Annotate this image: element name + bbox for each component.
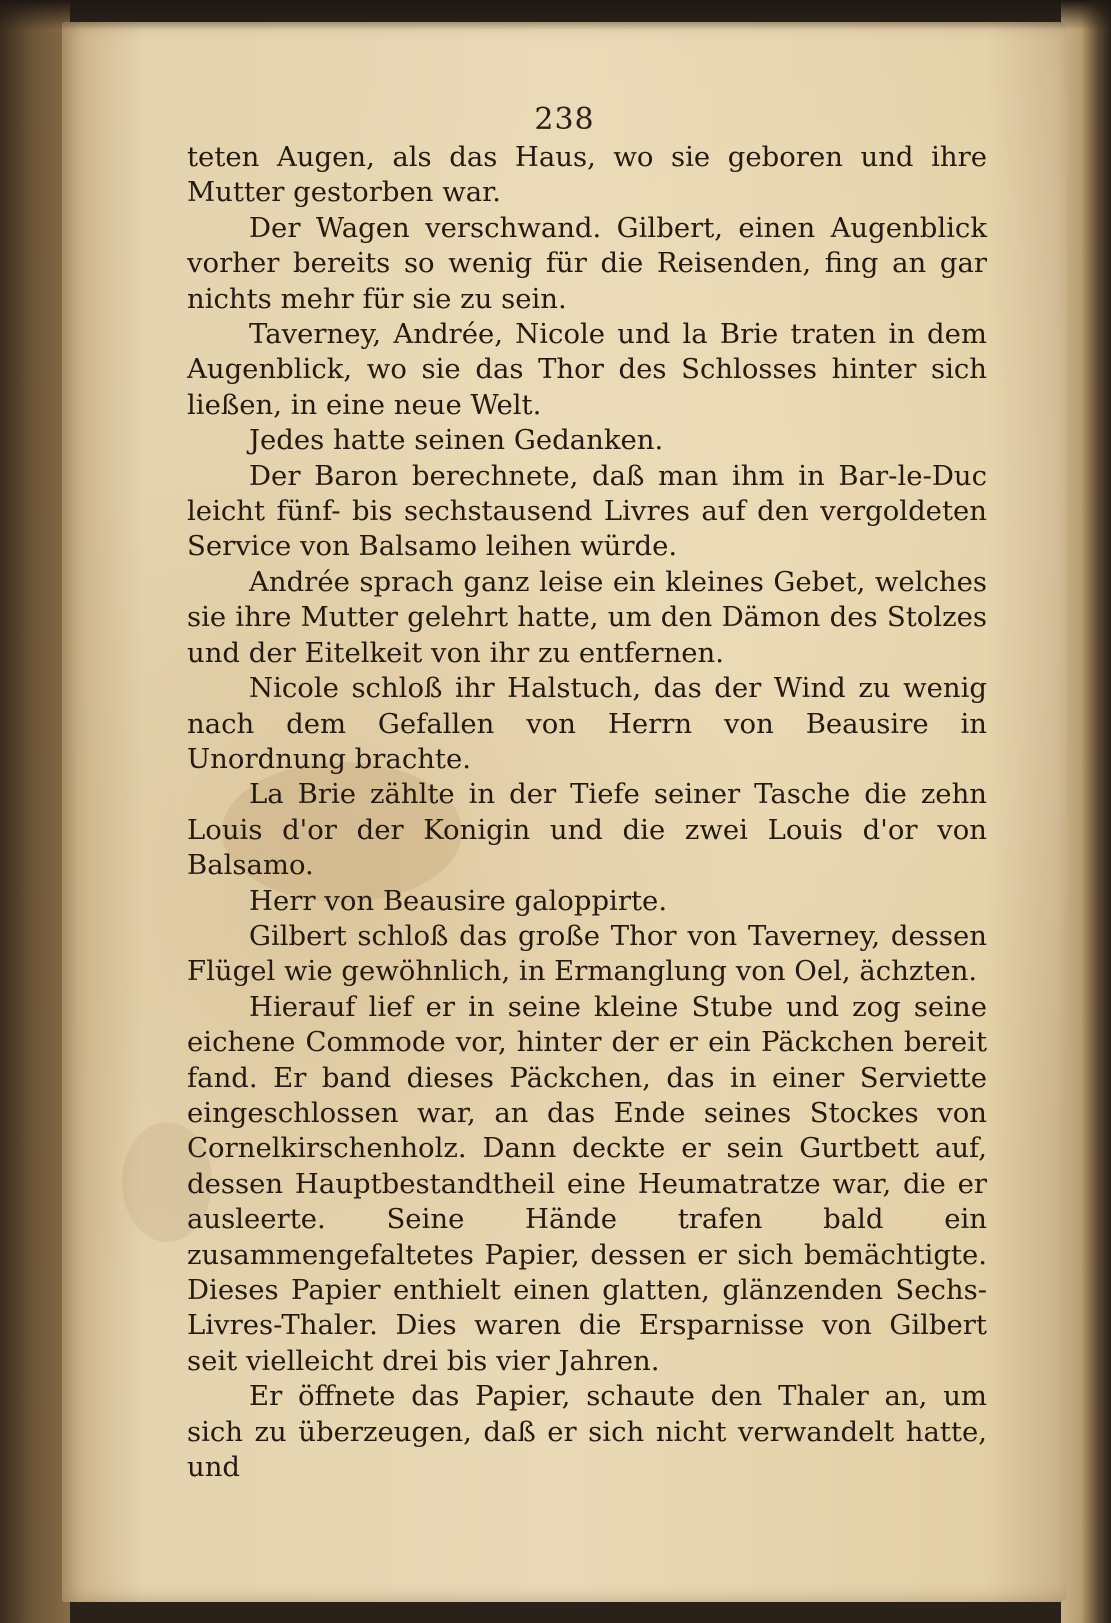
paragraph: Hierauf lief er in seine kleine Stube und zog seine eichene Commode vor, hinter der er ein Päckchen bereit fand. Er band dieses Päckchen, das in einer Serviette eingeschlossen war, an das Ende seines Stockes von Cornelkirschenholz. Dann deckte er sein Gurtbett auf, dessen Hauptbestandtheil eine Heumatratze war, die er ausleerte. Seine Hände trafen bald ein zusammengefaltetes Papier, dessen er sich bemächtigte. Dieses Papier enthielt einen glatten, glänzenden Sechs-Livres-Thaler. Dies waren die Ersparnisse von Gilbert seit vielleicht drei bis vier Jahren.: [187, 990, 987, 1377]
paragraph: Nicole schloß ihr Halstuch, das der Wind zu wenig nach dem Gefallen von Herrn von Beausire in Unordnung brachte.: [187, 672, 987, 775]
paragraph: Der Wagen verschwand. Gilbert, einen Augenblick vorher bereits so wenig für die Reisenden, fing an gar nichts mehr für sie zu sein.: [187, 211, 987, 315]
paragraph: Herr von Beausire galoppirte.: [249, 884, 668, 917]
book-page: [62, 22, 1067, 1602]
paragraph: Er öffnete das Papier, schaute den Thaler an, um sich zu überzeugen, daß er sich nicht verwandelt hatte, und: [187, 1380, 987, 1484]
paragraph: Andrée sprach ganz leise ein kleines Gebet, welches sie ihre Mutter gelehrt hatte, um den Dämon des Stolzes und der Eitelkeit von ihr zu entfernen.: [187, 565, 987, 669]
page-edge: [1061, 0, 1111, 1623]
page-number: 238: [534, 102, 595, 137]
paragraph: Gilbert schloß das große Thor von Taverney, dessen Flügel wie gewöhnlich, in Ermanglung von Oel, ächzten.: [187, 919, 987, 988]
scan-top-shadow: [0, 0, 1111, 30]
paragraph: teten Augen, als das Haus, wo sie geboren und ihre Mutter gestorben war.: [187, 141, 987, 209]
paragraph: Der Baron berechnete, daß man ihm in Bar-le-Duc leicht fünf- bis sechstausend Livres auf den vergoldeten Service von Balsamo leihen würde.: [187, 459, 987, 563]
paragraph: Jedes hatte seinen Gedanken.: [249, 424, 664, 457]
body-text: [187, 140, 987, 1485]
paragraph: La Brie zählte in der Tiefe seiner Tasche die zehn Louis d'or der Konigin und die zwei Louis d'or von Balsamo.: [187, 778, 987, 882]
book-spine-shadow: [0, 0, 70, 1623]
paragraph: Taverney, Andrée, Nicole und la Brie traten in dem Augenblick, wo sie das Thor des Schlosses hinter sich ließen, in eine neue Welt.: [187, 318, 987, 421]
